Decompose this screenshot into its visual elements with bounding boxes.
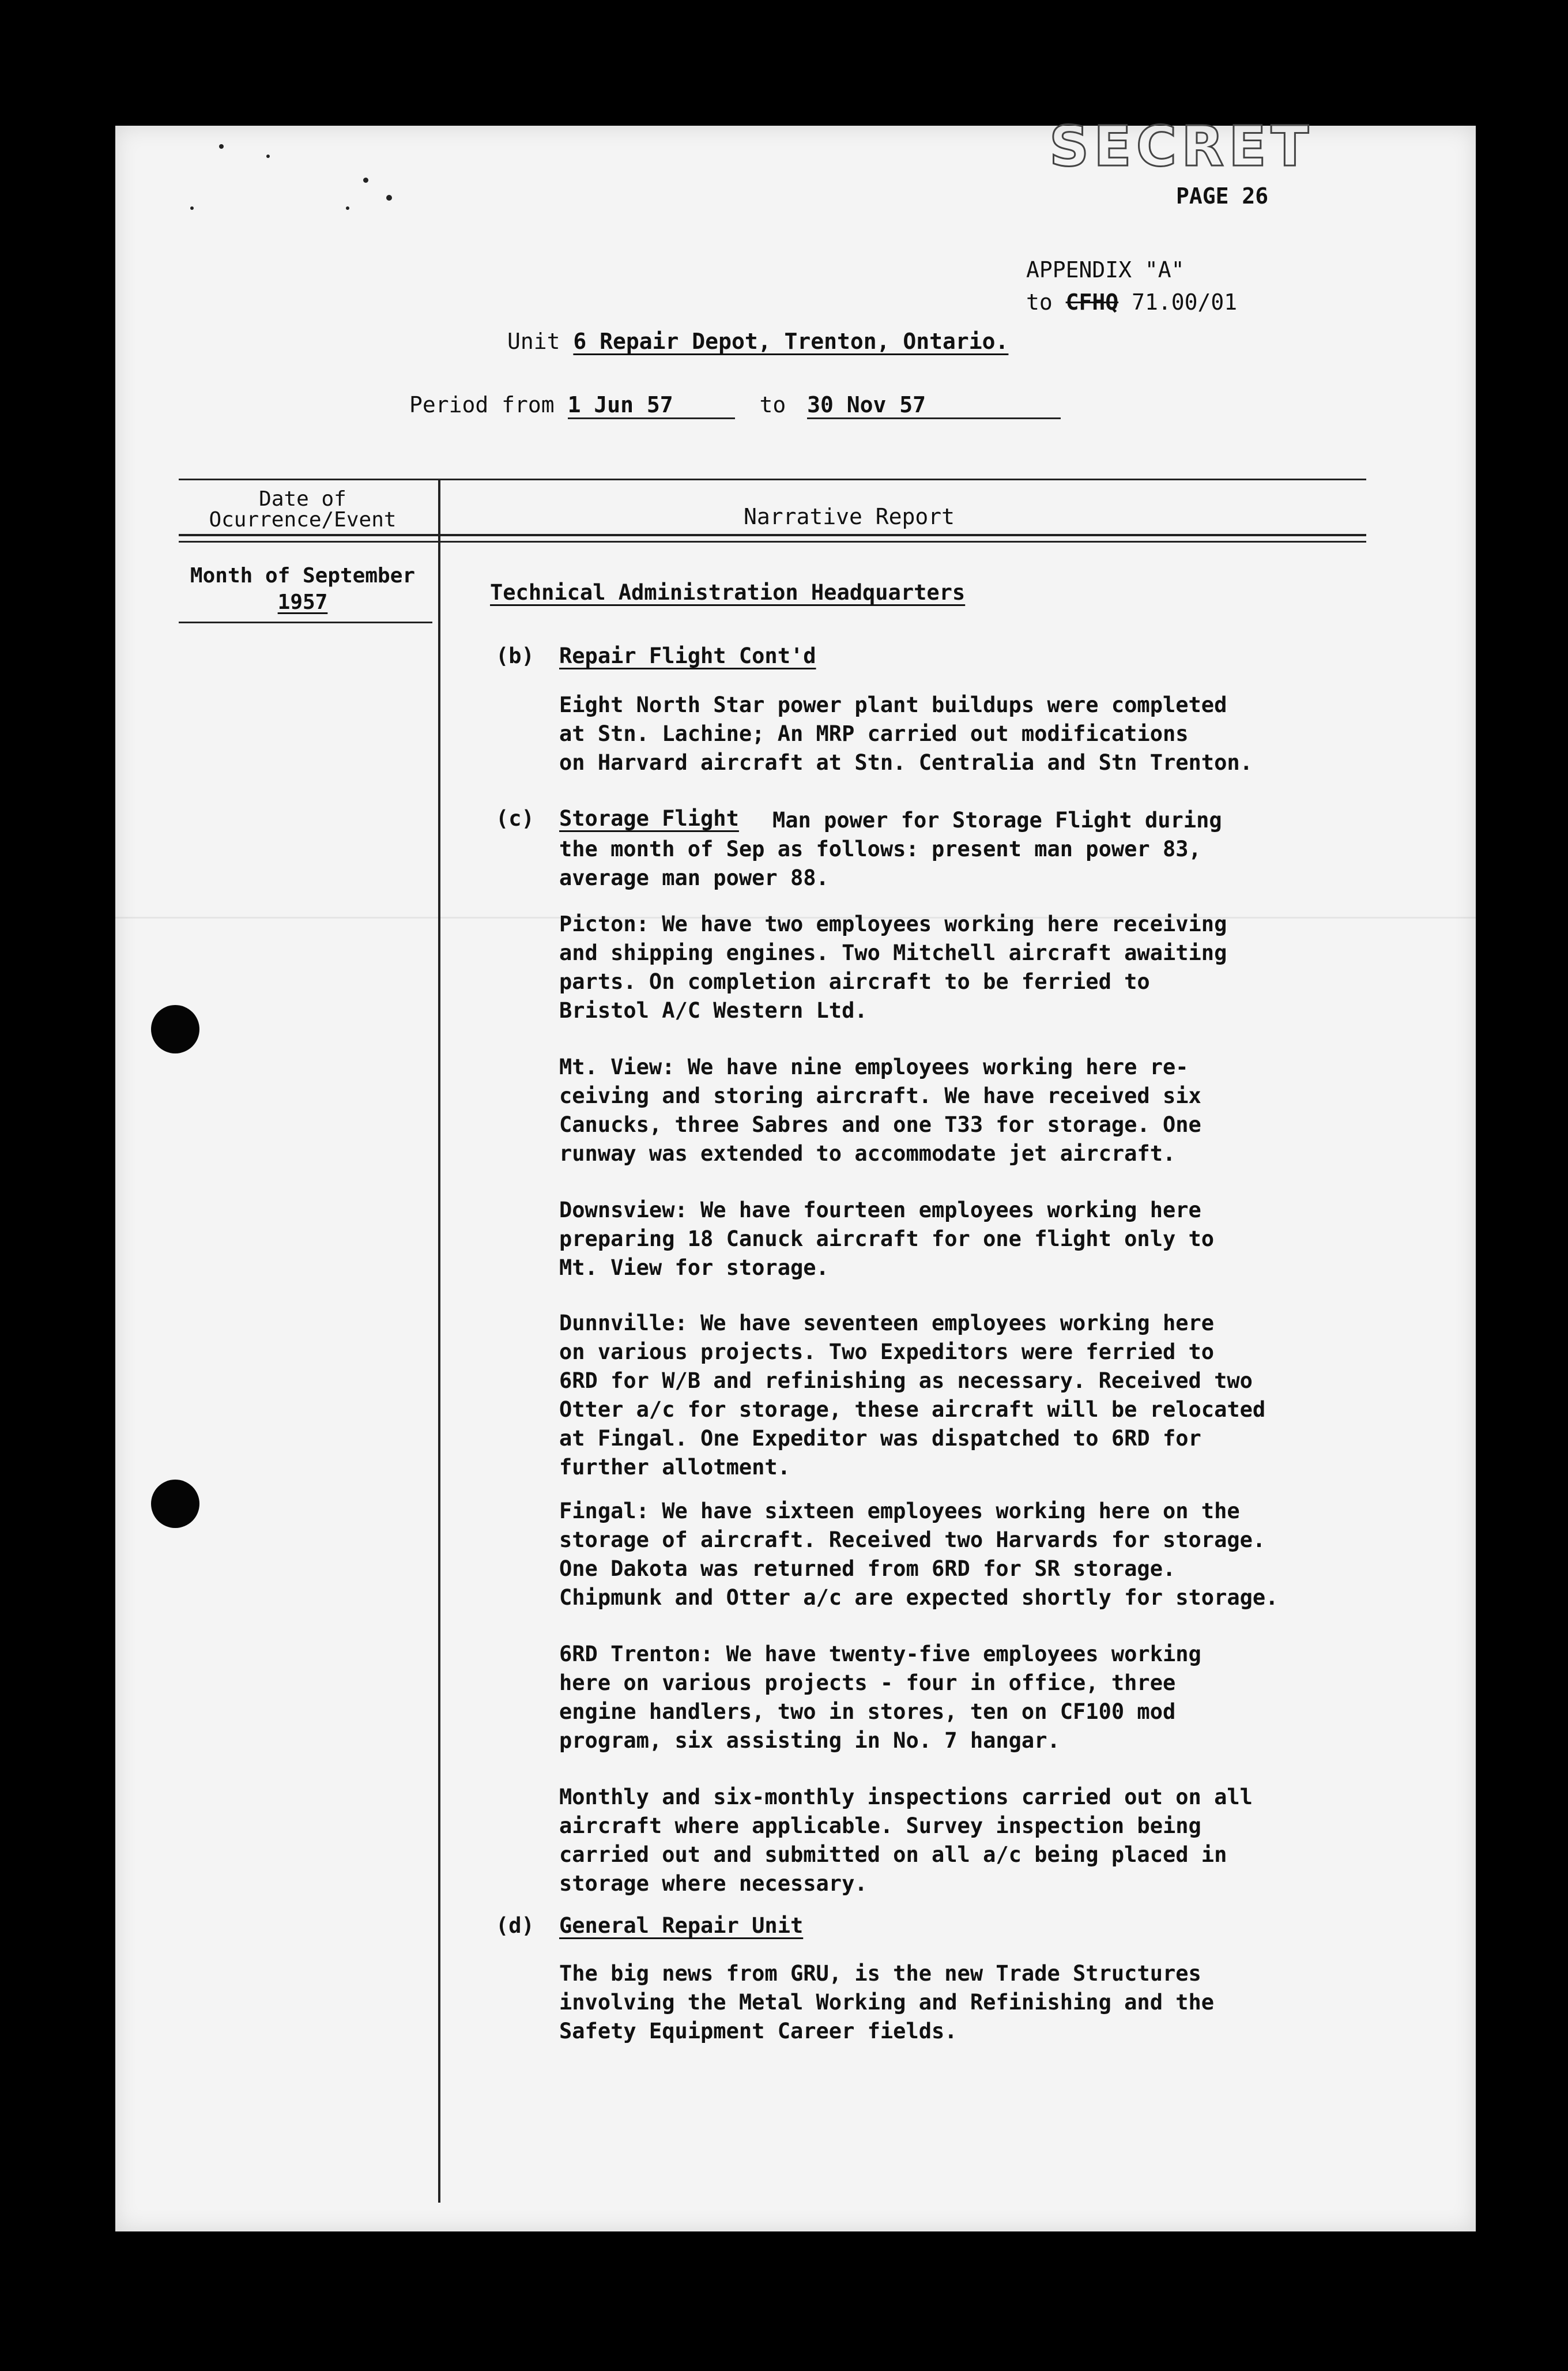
mtview-paragraph: Mt. View: We have nine employees working here re- ceiving and storing aircraft. We have received six Canucks, three Sabres and one T33 for storage. One runway was extended to accommodate jet aircraft. <box>559 1055 1201 1166</box>
column-divider <box>438 479 440 2203</box>
item-d-text: The big news from GRU, is the new Trade Structures involving the Metal Working and Refinishing and the Safety Equipment Career fields. <box>559 1961 1215 2043</box>
punch-hole <box>151 1480 199 1528</box>
appendix-line: APPENDIX "A" <box>1026 257 1185 283</box>
appendix-struck-text: CFHQ <box>1065 289 1119 315</box>
appendix-to-label: to <box>1026 289 1053 315</box>
period-from-label: Period from <box>409 392 555 417</box>
entry-year: 1957 <box>277 590 328 614</box>
appendix-reference <box>1026 254 1237 318</box>
header-rule-double <box>179 541 1366 543</box>
item-d-title: General Repair Unit <box>559 1913 804 1938</box>
unit-line <box>507 329 1008 354</box>
section-title: Technical Administration Headquarters <box>490 580 966 605</box>
item-b-text: Eight North Star power plant buildups were completed at Stn. Lachine; An MRP carried out modifications on Harvard aircraft at Stn. Centralia and Stn Trenton. <box>559 693 1253 775</box>
item-c-title: Storage Flight <box>559 806 739 831</box>
speck <box>386 195 392 201</box>
entry-date <box>179 563 427 616</box>
fingal-paragraph: Fingal: We have sixteen employees working here on the storage of aircraft. Received two Harvards for storage. One Dakota was returned from 6RD for SR storage. Chipmunk and Otter a/c are expected shortly for storage. <box>559 1499 1279 1610</box>
speck <box>266 155 270 158</box>
appendix-file-ref: 71.00/01 <box>1132 289 1238 315</box>
period-to-label: to <box>759 392 786 417</box>
table-top-rule <box>179 479 1366 480</box>
unit-value: 6 Repair Depot, Trenton, Ontario. <box>573 329 1009 354</box>
speck <box>219 144 224 149</box>
trenton-paragraph: 6RD Trenton: We have twenty-five employees working here on various projects - four in office, three engine handlers, two in stores, ten on CF100 mod program, six assisting in No. 7 hangar. <box>559 1642 1201 1753</box>
appendix-to-line <box>1026 286 1237 318</box>
unit-label: Unit <box>507 329 560 354</box>
entry-month: Month of September <box>190 564 416 588</box>
item-c-text <box>559 806 1378 893</box>
item-b-title: Repair Flight Cont'd <box>559 643 816 668</box>
picton-paragraph: Picton: We have two employees working here receiving and shipping engines. Two Mitchell aircraft awaiting parts. On completion aircraft to be ferried to Bristol A/C Western Ltd. <box>559 912 1227 1023</box>
secret-stamp: SECRET <box>1049 114 1314 179</box>
period-line <box>409 392 1061 419</box>
item-b-marker: (b) <box>496 643 534 668</box>
speck <box>363 178 368 183</box>
narrative-column-header: Narrative Report <box>744 504 955 529</box>
item-c-marker: (c) <box>496 806 534 831</box>
date-column-header: Date of Ocurrence/Event <box>209 487 397 532</box>
speck <box>346 206 349 210</box>
page-number: PAGE 26 <box>1176 183 1269 209</box>
item-d-marker: (d) <box>496 1913 534 1938</box>
punch-hole <box>151 1005 199 1053</box>
date-cell-rule <box>179 622 432 623</box>
dunnville-paragraph: Dunnville: We have seventeen employees working here on various projects. Two Expeditors were ferried to 6RD for W/B and refinishing as necessary. Received two Otter a/c for storage, these aircraft will be relocated at Fingal. One Expeditor was dispatched to 6RD for further allotment. <box>559 1311 1266 1480</box>
period-to-value: 30 Nov 57 <box>807 392 1061 419</box>
inspections-paragraph: Monthly and six-monthly inspections carried out on all aircraft where applicable. Survey inspection being carried out and submitted on all a/c being placed in storage where necessary. <box>559 1785 1253 1896</box>
item-c-body: Man power for Storage Flight during the month of Sep as follows: present man power 83, average man power 88. <box>559 808 1222 890</box>
speck <box>190 206 194 210</box>
header-rule <box>179 534 1366 536</box>
document-page <box>115 114 1476 2231</box>
downsview-paragraph: Downsview: We have fourteen employees working here preparing 18 Canuck aircraft for one flight only to Mt. View for storage. <box>559 1198 1215 1280</box>
period-from-value: 1 Jun 57 <box>568 392 735 419</box>
